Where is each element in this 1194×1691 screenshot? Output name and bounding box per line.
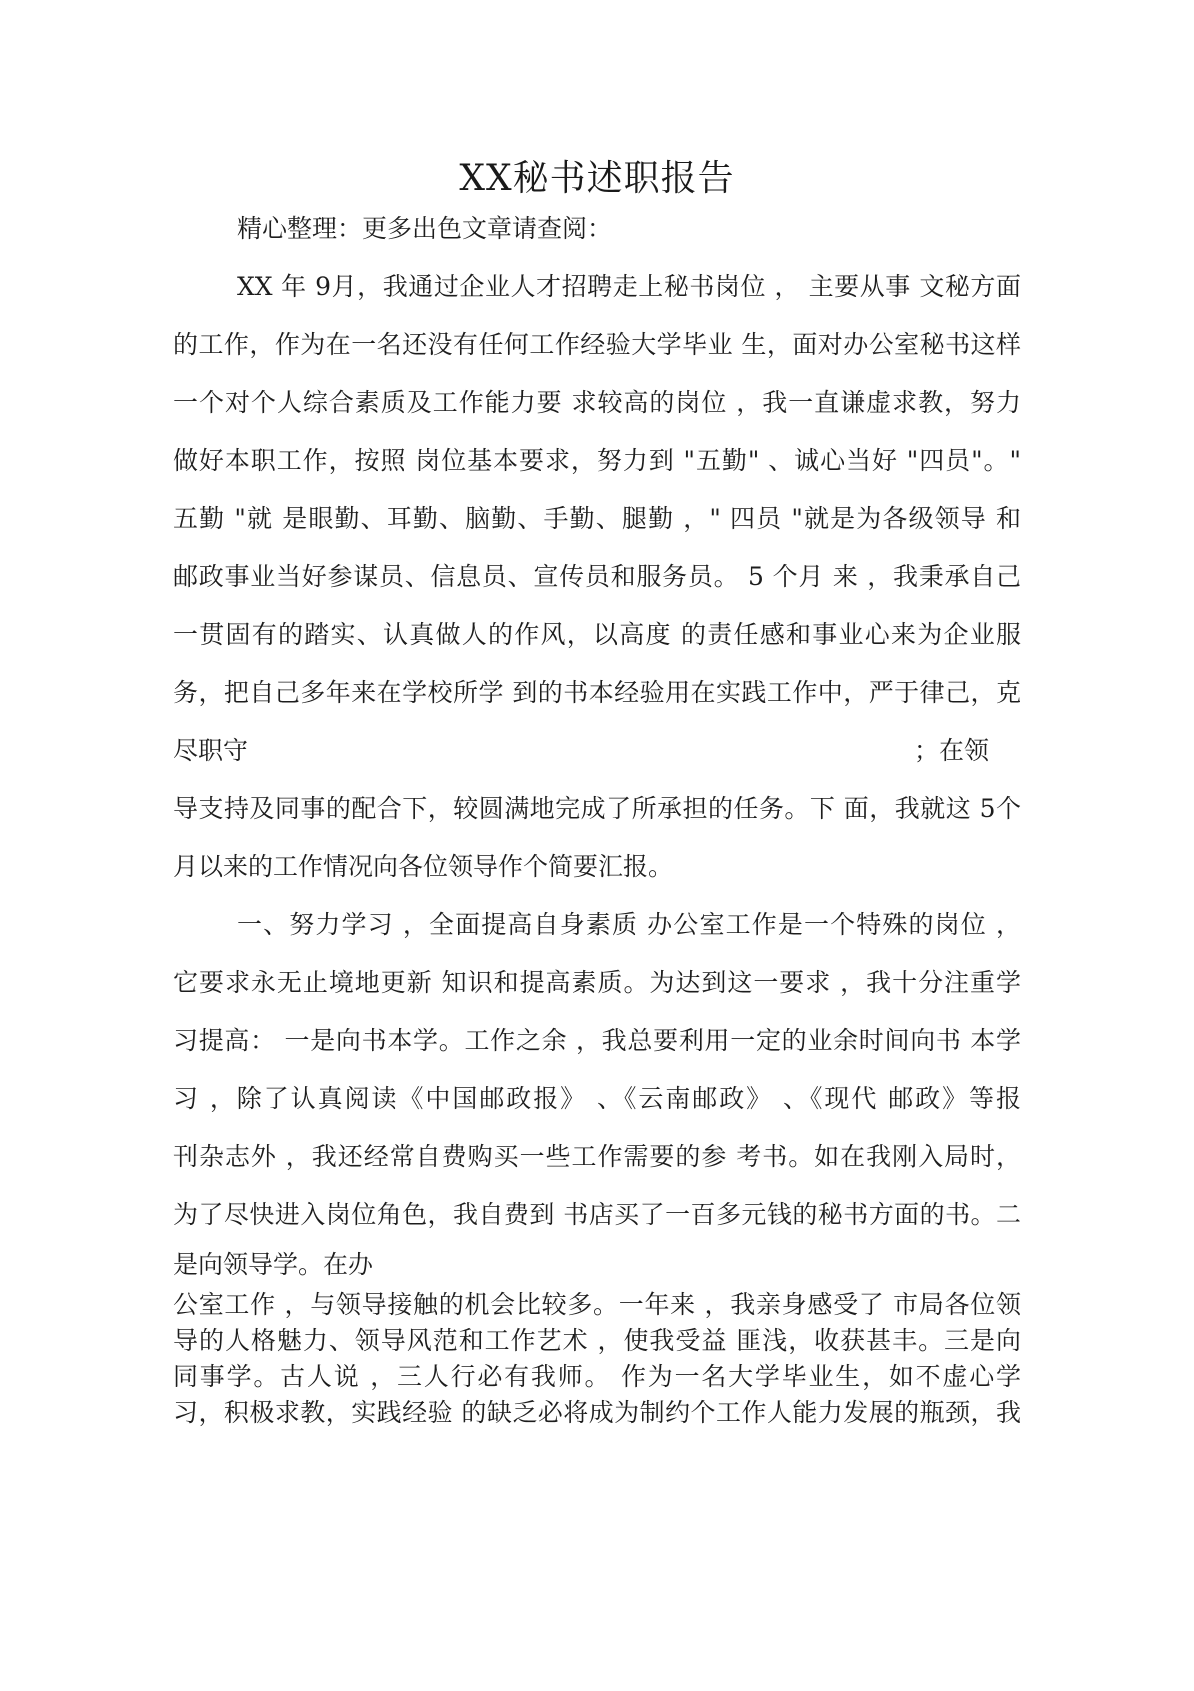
body-line-19: 公室工作 ，与领导接触的机会比较多。一年来 ，我亲身感受了 市局各位领	[173, 1290, 1021, 1319]
body-line-13: 它要求永无止境地更新 知识和提高素质。为达到这一要求 ，我十分注重学	[173, 968, 1021, 997]
body-line-16: 刊杂志外 ，我还经常自费购买一些工作需要的参 考书。如在我刚入局时，	[173, 1142, 1021, 1171]
body-line-10: 导支持及同事的配合下，较圆满地完成了所承担的任务。下 面，我就这 5个	[173, 794, 1021, 823]
body-line-21: 同事学。古人说 ，三人行必有我师。 作为一名大学毕业生，如不虚心学	[173, 1362, 1021, 1391]
section-heading-1: 一、努力学习 ，全面提高自身素质 办公室工作是一个特殊的岗位 ，	[237, 910, 1021, 939]
body-line-8: 务，把自己多年来在学校所学 到的书本经验用在实践工作中，严于律己，克	[173, 678, 1021, 707]
body-line-2: 的工作，作为在一名还没有任何工作经验大学毕业 生，面对办公室秘书这样	[173, 330, 1021, 359]
body-line-7: 一贯固有的踏实、认真做人的作风，以高度 的责任感和事业心来为企业服	[173, 620, 1021, 649]
body-line-15: 习 ，除了认真阅读《中国邮政报》 、《云南邮政》 、《现代 邮政》等报	[173, 1084, 1021, 1113]
document-title: XX秘书述职报告	[459, 158, 735, 199]
body-line-9-tail: ；在领	[914, 736, 990, 765]
body-line-4: 做好本职工作，按照 岗位基本要求，努力到 "五勤" 、诚心当好 "四员"。"	[173, 446, 1021, 475]
document-subtitle: 精心整理：更多出色文章请查阅：	[237, 214, 613, 243]
body-line-6: 邮政事业当好参谋员、信息员、宣传员和服务员。 5 个月 来 ，我秉承自己	[173, 562, 1021, 591]
body-line-14: 习提高： 一是向书本学。工作之余 ，我总要利用一定的业余时间向书 本学	[173, 1026, 1021, 1055]
body-line-17: 为了尽快进入岗位角色，我自费到 书店买了一百多元钱的秘书方面的书。二	[173, 1200, 1021, 1229]
body-line-5: 五勤 "就 是眼勤、耳勤、脑勤、手勤、腿勤 ，" 四员 "就是为各级领导 和	[173, 504, 1021, 533]
body-line-3: 一个对个人综合素质及工作能力要 求较高的岗位 ，我一直谦虚求教，努力	[173, 388, 1021, 417]
body-line-1: XX 年 9月，我通过企业人才招聘走上秘书岗位 ， 主要从事 文秘方面	[237, 272, 1021, 301]
body-line-20: 导的人格魅力、领导风范和工作艺术 ，使我受益 匪浅，收获甚丰。三是向	[173, 1326, 1021, 1355]
body-line-9: 尽职守	[173, 736, 249, 765]
body-line-11: 月以来的工作情况向各位领导作个简要汇报。	[173, 852, 674, 881]
body-line-22: 习，积极求教，实践经验 的缺乏必将成为制约个工作人能力发展的瓶颈，我	[173, 1398, 1021, 1427]
body-line-18: 是向领导学。在办	[173, 1250, 374, 1279]
